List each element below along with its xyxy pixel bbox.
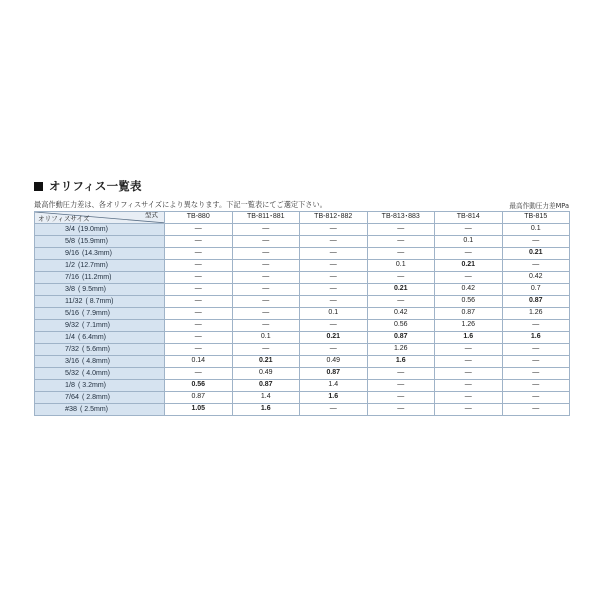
table-row bbox=[35, 403, 570, 415]
note-row bbox=[34, 196, 569, 210]
pressure-value-cell: 1.6 bbox=[502, 331, 570, 343]
size-mm: (11.2mm) bbox=[82, 273, 112, 281]
pressure-value-cell: — bbox=[232, 319, 300, 331]
pressure-value-cell: — bbox=[165, 283, 233, 295]
pressure-value-cell: 0.14 bbox=[165, 355, 233, 367]
size-fraction: 3/16 bbox=[65, 355, 79, 365]
table-row bbox=[35, 307, 570, 319]
pressure-value-cell: — bbox=[435, 271, 503, 283]
orifice-size-cell bbox=[35, 235, 165, 247]
pressure-value-cell: 0.49 bbox=[232, 367, 300, 379]
table-row bbox=[35, 247, 570, 259]
pressure-value-cell: 0.87 bbox=[367, 331, 435, 343]
square-bullet-icon bbox=[34, 182, 43, 191]
size-mm: ( 9.5mm) bbox=[78, 285, 106, 293]
pressure-value-cell: — bbox=[300, 319, 368, 331]
orifice-size-cell bbox=[35, 295, 165, 307]
orifice-size-cell bbox=[35, 403, 165, 415]
pressure-value-cell: — bbox=[435, 367, 503, 379]
size-label: オリフィスサイズ bbox=[38, 215, 90, 223]
pressure-value-cell: — bbox=[502, 319, 570, 331]
pressure-value-cell: 0.1 bbox=[300, 307, 368, 319]
pressure-value-cell: — bbox=[165, 235, 233, 247]
size-mm: (19.0mm) bbox=[78, 225, 108, 233]
pressure-value-cell: 0.56 bbox=[367, 319, 435, 331]
pressure-value-cell: 0.1 bbox=[232, 331, 300, 343]
pressure-value-cell: 1.4 bbox=[300, 379, 368, 391]
size-fraction: 9/16 bbox=[65, 247, 79, 257]
table-row bbox=[35, 331, 570, 343]
table-row bbox=[35, 235, 570, 247]
orifice-size-cell bbox=[35, 331, 165, 343]
pressure-value-cell: — bbox=[367, 379, 435, 391]
size-mm: ( 6.4mm) bbox=[78, 333, 106, 341]
pressure-value-cell: — bbox=[232, 307, 300, 319]
table-body bbox=[35, 223, 570, 415]
pressure-note: 最高作動圧力差は、各オリフィスサイズにより異なります。下記一覧表にてご選定下さい。 bbox=[34, 200, 327, 209]
pressure-value-cell: — bbox=[165, 319, 233, 331]
size-mm: (14.3mm) bbox=[82, 249, 112, 257]
table-row bbox=[35, 295, 570, 307]
size-mm: ( 2.8mm) bbox=[82, 393, 110, 401]
pressure-value-cell: — bbox=[300, 403, 368, 415]
pressure-value-cell: 1.4 bbox=[232, 391, 300, 403]
table-row bbox=[35, 283, 570, 295]
pressure-value-cell: 0.21 bbox=[502, 247, 570, 259]
table-row bbox=[35, 223, 570, 235]
column-header: TB-814 bbox=[435, 212, 503, 224]
size-fraction: 3/4 bbox=[65, 223, 75, 233]
size-fraction: 7/32 bbox=[65, 343, 79, 353]
pressure-value-cell: — bbox=[300, 247, 368, 259]
pressure-value-cell: — bbox=[165, 223, 233, 235]
pressure-value-cell: — bbox=[435, 247, 503, 259]
pressure-value-cell: 0.42 bbox=[435, 283, 503, 295]
pressure-value-cell: — bbox=[300, 343, 368, 355]
pressure-value-cell: — bbox=[300, 223, 368, 235]
page-title: オリフィス一覧表 bbox=[49, 179, 142, 193]
size-fraction: 1/8 bbox=[65, 379, 75, 389]
pressure-value-cell: — bbox=[367, 403, 435, 415]
corner-header bbox=[35, 212, 165, 224]
column-header: TB-815 bbox=[502, 212, 570, 224]
pressure-value-cell: — bbox=[232, 283, 300, 295]
pressure-value-cell: 0.1 bbox=[435, 235, 503, 247]
pressure-value-cell: 0.21 bbox=[367, 283, 435, 295]
size-mm: ( 8.7mm) bbox=[85, 297, 114, 305]
pressure-value-cell: — bbox=[367, 223, 435, 235]
size-mm: (15.9mm) bbox=[78, 237, 108, 245]
size-fraction: 7/16 bbox=[65, 271, 79, 281]
pressure-value-cell: — bbox=[367, 367, 435, 379]
size-fraction: 5/8 bbox=[65, 235, 75, 245]
pressure-value-cell: — bbox=[300, 235, 368, 247]
pressure-value-cell: — bbox=[165, 271, 233, 283]
column-header: TB-880 bbox=[165, 212, 233, 224]
pressure-value-cell: 1.6 bbox=[367, 355, 435, 367]
pressure-value-cell: 0.42 bbox=[502, 271, 570, 283]
pressure-value-cell: 0.56 bbox=[165, 379, 233, 391]
pressure-value-cell: — bbox=[367, 271, 435, 283]
pressure-value-cell: 1.26 bbox=[435, 319, 503, 331]
pressure-value-cell: — bbox=[502, 379, 570, 391]
pressure-value-cell: 1.05 bbox=[165, 403, 233, 415]
pressure-value-cell: — bbox=[232, 235, 300, 247]
size-fraction: 1/4 bbox=[65, 331, 75, 341]
pressure-value-cell: — bbox=[435, 403, 503, 415]
table-row bbox=[35, 379, 570, 391]
orifice-size-cell bbox=[35, 223, 165, 235]
size-mm: ( 7.1mm) bbox=[82, 321, 110, 329]
pressure-value-cell: — bbox=[300, 271, 368, 283]
pressure-value-cell: — bbox=[435, 379, 503, 391]
pressure-value-cell: 0.56 bbox=[435, 295, 503, 307]
column-header: TB-812･882 bbox=[300, 212, 368, 224]
pressure-value-cell: — bbox=[502, 403, 570, 415]
pressure-value-cell: — bbox=[367, 247, 435, 259]
pressure-value-cell: — bbox=[232, 343, 300, 355]
pressure-value-cell: — bbox=[435, 343, 503, 355]
pressure-value-cell: — bbox=[232, 295, 300, 307]
size-fraction: 5/16 bbox=[65, 307, 79, 317]
pressure-value-cell: — bbox=[502, 367, 570, 379]
pressure-value-cell: — bbox=[435, 391, 503, 403]
pressure-value-cell: 0.1 bbox=[502, 223, 570, 235]
pressure-value-cell: 1.26 bbox=[367, 343, 435, 355]
table-row bbox=[35, 391, 570, 403]
pressure-value-cell: — bbox=[435, 355, 503, 367]
orifice-size-cell bbox=[35, 391, 165, 403]
pressure-value-cell: 0.87 bbox=[232, 379, 300, 391]
pressure-value-cell: 0.87 bbox=[435, 307, 503, 319]
pressure-value-cell: — bbox=[300, 283, 368, 295]
pressure-value-cell: — bbox=[165, 343, 233, 355]
pressure-value-cell: 1.26 bbox=[502, 307, 570, 319]
size-fraction: 9/32 bbox=[65, 319, 79, 329]
orifice-size-cell bbox=[35, 343, 165, 355]
size-mm: ( 3.2mm) bbox=[78, 381, 106, 389]
pressure-value-cell: 1.6 bbox=[300, 391, 368, 403]
pressure-value-cell: — bbox=[165, 259, 233, 271]
size-mm: ( 4.8mm) bbox=[82, 357, 110, 365]
column-header: TB-811･881 bbox=[232, 212, 300, 224]
pressure-value-cell: 0.21 bbox=[435, 259, 503, 271]
pressure-value-cell: — bbox=[502, 343, 570, 355]
pressure-value-cell: — bbox=[502, 259, 570, 271]
pressure-value-cell: — bbox=[165, 247, 233, 259]
pressure-value-cell: — bbox=[367, 235, 435, 247]
pressure-value-cell: — bbox=[232, 271, 300, 283]
pressure-value-cell: — bbox=[165, 307, 233, 319]
size-mm: (12.7mm) bbox=[78, 261, 108, 269]
pressure-value-cell: — bbox=[502, 235, 570, 247]
size-fraction: 3/8 bbox=[65, 283, 75, 293]
pressure-value-cell: — bbox=[300, 295, 368, 307]
table-row bbox=[35, 319, 570, 331]
pressure-value-cell: 0.42 bbox=[367, 307, 435, 319]
column-header: TB-813･883 bbox=[367, 212, 435, 224]
title-row bbox=[34, 178, 569, 194]
pressure-value-cell: 0.21 bbox=[232, 355, 300, 367]
table-row bbox=[35, 355, 570, 367]
orifice-size-cell bbox=[35, 259, 165, 271]
orifice-sheet bbox=[34, 178, 569, 416]
unit-label: 最高作動圧力差MPa bbox=[509, 202, 569, 210]
pressure-value-cell: — bbox=[502, 355, 570, 367]
size-mm: ( 7.9mm) bbox=[82, 309, 110, 317]
orifice-size-cell bbox=[35, 307, 165, 319]
pressure-value-cell: 1.6 bbox=[435, 331, 503, 343]
orifice-size-cell bbox=[35, 319, 165, 331]
size-fraction: 5/32 bbox=[65, 367, 79, 377]
pressure-value-cell: — bbox=[300, 259, 368, 271]
pressure-value-cell: 0.7 bbox=[502, 283, 570, 295]
orifice-size-cell bbox=[35, 271, 165, 283]
pressure-value-cell: — bbox=[165, 331, 233, 343]
pressure-value-cell: — bbox=[232, 259, 300, 271]
orifice-size-cell bbox=[35, 247, 165, 259]
table-row bbox=[35, 259, 570, 271]
size-mm: ( 5.6mm) bbox=[82, 345, 110, 353]
pressure-value-cell: — bbox=[165, 367, 233, 379]
pressure-value-cell: — bbox=[165, 295, 233, 307]
size-mm: ( 4.0mm) bbox=[82, 369, 110, 377]
pressure-value-cell: — bbox=[232, 223, 300, 235]
orifice-size-cell bbox=[35, 283, 165, 295]
table-row bbox=[35, 367, 570, 379]
pressure-value-cell: 0.1 bbox=[367, 259, 435, 271]
pressure-value-cell: 1.6 bbox=[232, 403, 300, 415]
table-row bbox=[35, 271, 570, 283]
orifice-size-cell bbox=[35, 355, 165, 367]
model-label: 型式 bbox=[144, 212, 158, 219]
size-mm: ( 2.5mm) bbox=[80, 405, 108, 413]
orifice-table bbox=[34, 211, 570, 416]
size-fraction: 1/2 bbox=[65, 259, 75, 269]
table-header-row bbox=[35, 212, 570, 224]
pressure-value-cell: 0.87 bbox=[165, 391, 233, 403]
orifice-size-cell bbox=[35, 379, 165, 391]
pressure-value-cell: 0.87 bbox=[300, 367, 368, 379]
pressure-value-cell: 0.49 bbox=[300, 355, 368, 367]
size-fraction: #38 bbox=[65, 403, 77, 413]
pressure-value-cell: — bbox=[367, 295, 435, 307]
size-fraction: 7/64 bbox=[65, 391, 79, 401]
pressure-value-cell: 0.21 bbox=[300, 331, 368, 343]
table-row bbox=[35, 343, 570, 355]
orifice-size-cell bbox=[35, 367, 165, 379]
pressure-value-cell: — bbox=[502, 391, 570, 403]
pressure-value-cell: — bbox=[435, 223, 503, 235]
pressure-value-cell: — bbox=[232, 247, 300, 259]
pressure-value-cell: — bbox=[367, 391, 435, 403]
size-fraction: 11/32 bbox=[65, 295, 83, 305]
pressure-value-cell: 0.87 bbox=[502, 295, 570, 307]
